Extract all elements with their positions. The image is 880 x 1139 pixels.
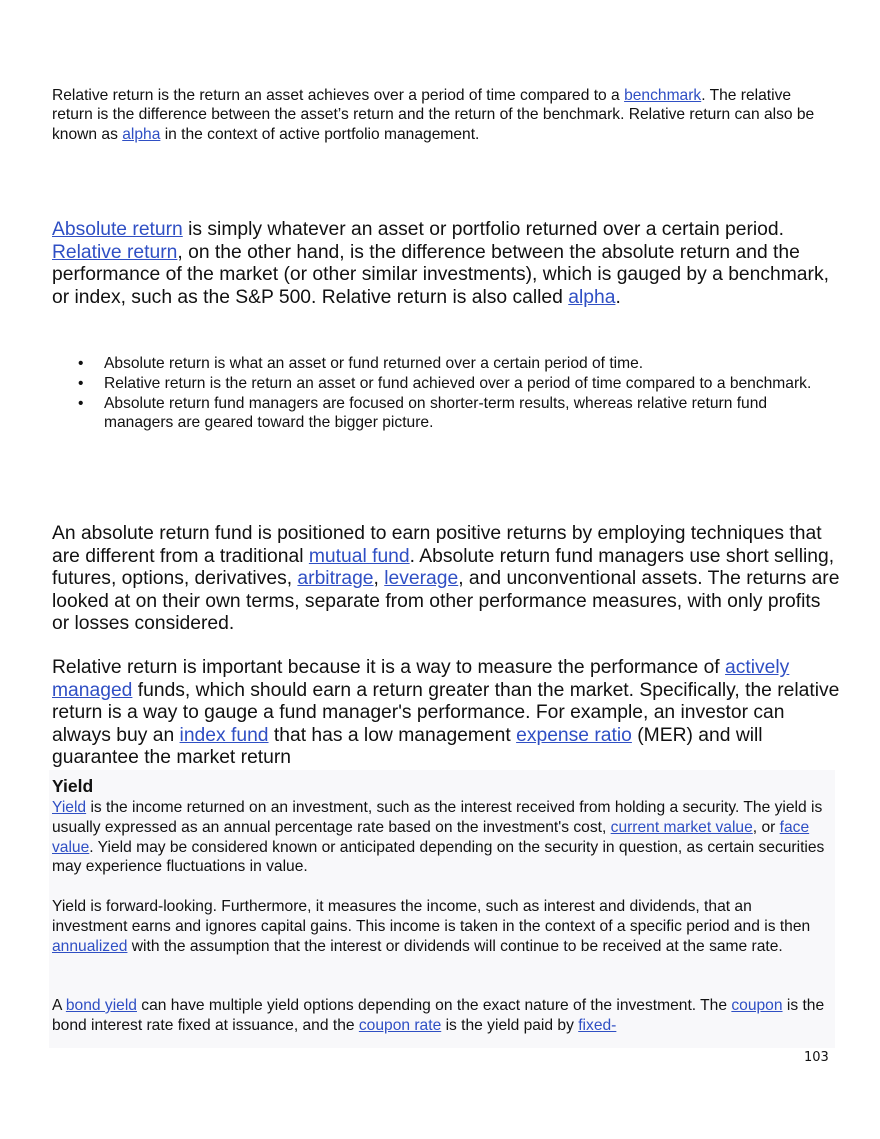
absolute-return-fund-paragraph	[52, 523, 842, 635]
key-takeaways-list	[52, 354, 832, 433]
text: .	[615, 286, 621, 308]
page-number: 103	[804, 1050, 829, 1065]
leverage-link[interactable]: leverage	[384, 568, 459, 590]
text: in the context of active portfolio management.	[160, 126, 480, 144]
text: . Absolute return fund managers use short selling, futures, options, derivatives,	[52, 545, 835, 590]
text: is simply whatever an asset or portfolio returned over a certain period.	[182, 219, 784, 241]
relative-return-link[interactable]: Relative return	[52, 241, 178, 263]
text: . The relative return is the difference between the asset’s return and the return of the benchmark. Relative return can also be known as	[52, 86, 815, 144]
absolute-vs-relative-paragraph	[52, 219, 832, 309]
text: ,	[373, 568, 385, 590]
yield-definition-paragraph	[52, 798, 830, 877]
text: , on the other hand, is the difference between the absolute return and the performance of the market (or other similar investments), which is gauged by a benchmark, or index, such as the S&P 500. Relative return is also called	[52, 241, 829, 308]
text: that has a low management	[268, 724, 517, 746]
yield-forward-looking-paragraph	[52, 897, 830, 956]
relative-return-importance-paragraph	[52, 657, 842, 769]
yield-section	[49, 770, 835, 1048]
relative-return-paragraph	[52, 86, 832, 145]
text: (MER) and will guarantee the market return	[52, 724, 763, 768]
face-value-link[interactable]: face value	[52, 818, 810, 856]
yield-link[interactable]: Yield	[52, 799, 87, 816]
text: is the yield paid by	[441, 1016, 579, 1034]
coupon-rate-link[interactable]: coupon rate	[358, 1016, 442, 1034]
text: can have multiple yield options depending on the exact nature of the investment. The	[136, 997, 732, 1014]
list-item: • Absolute return is what an asset or fund returned over a certain period of time.	[52, 354, 832, 374]
absolute-return-link[interactable]: Absolute return	[52, 219, 183, 241]
bond-yield-link[interactable]: bond yield	[65, 997, 137, 1014]
text: with the assumption that the interest or dividends will continue to be received at the same rate.	[127, 937, 783, 955]
text: An absolute return fund is positioned to earn positive returns by employing techniques that are different from a traditional	[52, 523, 822, 567]
text: is the bond interest rate fixed at issuance, and the	[52, 997, 825, 1034]
alpha-link[interactable]: alpha	[122, 126, 161, 144]
text: , or	[752, 818, 780, 836]
benchmark-link[interactable]: benchmark	[624, 86, 702, 104]
coupon-link[interactable]: coupon	[731, 997, 783, 1014]
expense-ratio-link[interactable]: expense ratio	[516, 724, 632, 746]
bond-yield-paragraph	[52, 996, 830, 1036]
index-fund-link[interactable]: index fund	[179, 724, 269, 746]
current-market-value-link[interactable]: current market value	[610, 818, 753, 836]
alpha-link[interactable]: alpha	[568, 286, 616, 308]
text: is the income returned on an investment, such as the interest received from holding a security. The yield is usually expressed as an annual percentage rate based on the investment's cost,	[52, 799, 823, 836]
arbitrage-link[interactable]: arbitrage	[297, 568, 374, 590]
text: . Yield may be considered known or anticipated depending on the security in question, as certain securities may experience fluctuations in value.	[52, 838, 825, 876]
text: , and unconventional assets. The returns are looked at on their own terms, separate from other performance measures, with only profits or losses considered.	[52, 568, 840, 634]
yield-heading: Yield	[52, 776, 94, 796]
text: funds, which should earn a return greater than the market. Specifically, the relative return is a way to gauge a fund manager's performance. For example, an investor can always buy an	[52, 679, 840, 746]
list-item: • Absolute return fund managers are focused on shorter-term results, whereas relative return fund managers are geared toward the bigger picture.	[52, 394, 832, 434]
fixed-income-link[interactable]: fixed-	[578, 1016, 617, 1034]
mutual-fund-link[interactable]: mutual fund	[308, 545, 410, 567]
text: Yield is forward-looking. Furthermore, it measures the income, such as interest and dividends, that an investment earns and ignores capital gains. This income is taken in the context of a specific period and is then	[52, 898, 811, 935]
text: Relative return is important because it is a way to measure the performance of	[52, 657, 726, 679]
text: A	[52, 997, 66, 1014]
annualized-link[interactable]: annualized	[52, 937, 128, 955]
text: Relative return is the return an asset achieves over a period of time compared to a	[52, 86, 625, 104]
actively-managed-link[interactable]: actively managed	[52, 657, 790, 701]
list-item: • Relative return is the return an asset or fund achieved over a period of time compared to a benchmark.	[52, 374, 832, 394]
